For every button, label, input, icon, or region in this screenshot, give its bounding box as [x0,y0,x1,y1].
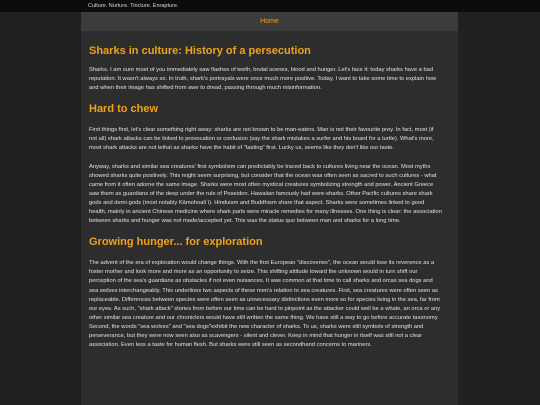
site-tagline: Culture. Nurture. Tincture. Enrapture. [88,3,179,9]
main-nav [81,12,458,31]
intro-paragraph: Sharks. I am sure most of you immediately saw flashes of teeth, brutal scenes, blood and hunger. Let's face it: today sharks have a bad reputation. It wasn't always so. In truth, shark's portrayals were once much more positive. Today, I want to take some time to explain how and when their image has shifted from awe to dread, passing through much misinformation. [89,67,437,92]
section-paragraph: First things first, let's clear something right away: sharks are not known to be man-eaters. Man is not their favourite prey. In fact, most (if not all) shark attacks can be linked to provocation or confusion (say the shark mistakes a surfer and his board for a turtle). What's more, most shark attacks are not lethal as sharks have the habit of "tasting" first. Lucky us, seems like they don't like our taste. [89,127,434,152]
article-content [89,44,443,359]
top-bar [0,0,540,12]
section-paragraph: Anyway, sharks and similar sea creatures' first symbolism can predictably be traced back to cultures living near the ocean. Most myths showed sharks quite positively. This might seem surprising, but consider that the ocean was often seen as sacred to such cultures - what came from it often adorne the same image. Sharks were most often mystical creatures symbolizing strength and power. Ancient Greece saw them as guardians of the deep under the rule of Poseidon. Hawaiian famously had were-sharks. Other Pacific cultures share shark gods and demi-gods (most notably Kāmohoali`i). Hinduism and Buddhism share that aspect. Sharks were sometimes linked to good health, mainly in ancient Chinese medicine where shark parts were miracle remedies for many illnesses. One thing is clear: the association between sharks and hunger was not made/accepted yet. This was the status quo between man and sharks for a long time. [89,163,442,225]
section-paragraph: The advent of the era of exploration would change things. With the first European "discoveries", the ocean would lose its reverence as a foster mother and look more and more as an opportunity to seize. This shifting attitude toward the unknown would in turn shift our perception of the sea's guardians as obstacles if not even nuisances. It was common at that time to call sharks and orcas sea dogs and sea wolves interchangeably. This underlines two aspects of these men's relation to sea creatures. First, sea creatures were often seen as replaceable. Differences between species were often seen as unnecessary distinctions even more so for species living in the sea, far from our eyes. As such, "shark attack" stories from before our time can be hard to pinpoint as the attacker could well be a whale, an orca or any other similar sea creature and our chroniclers would have still written the same thing. We have still a way to go before accurate taxonomy. Second, the words "sea wolves" and "sea dogs"exhibit the new character of sharks. To us, sharks were still symbols of strength and perseverance, but they were now seen also as scavengers - silent and clever. Keep in mind that hunger in itself was still not a clear association. Even less a taste for human flesh. But sharks were still seen as secondhand concerns to mariners. [89,260,441,349]
nav-home-link[interactable]: Home [260,18,279,25]
article [81,31,458,405]
article-title: Sharks in culture: History of a persecution [89,45,311,57]
section-heading: Growing hunger... for exploration [89,236,263,249]
section-heading: Hard to chew [89,103,159,116]
